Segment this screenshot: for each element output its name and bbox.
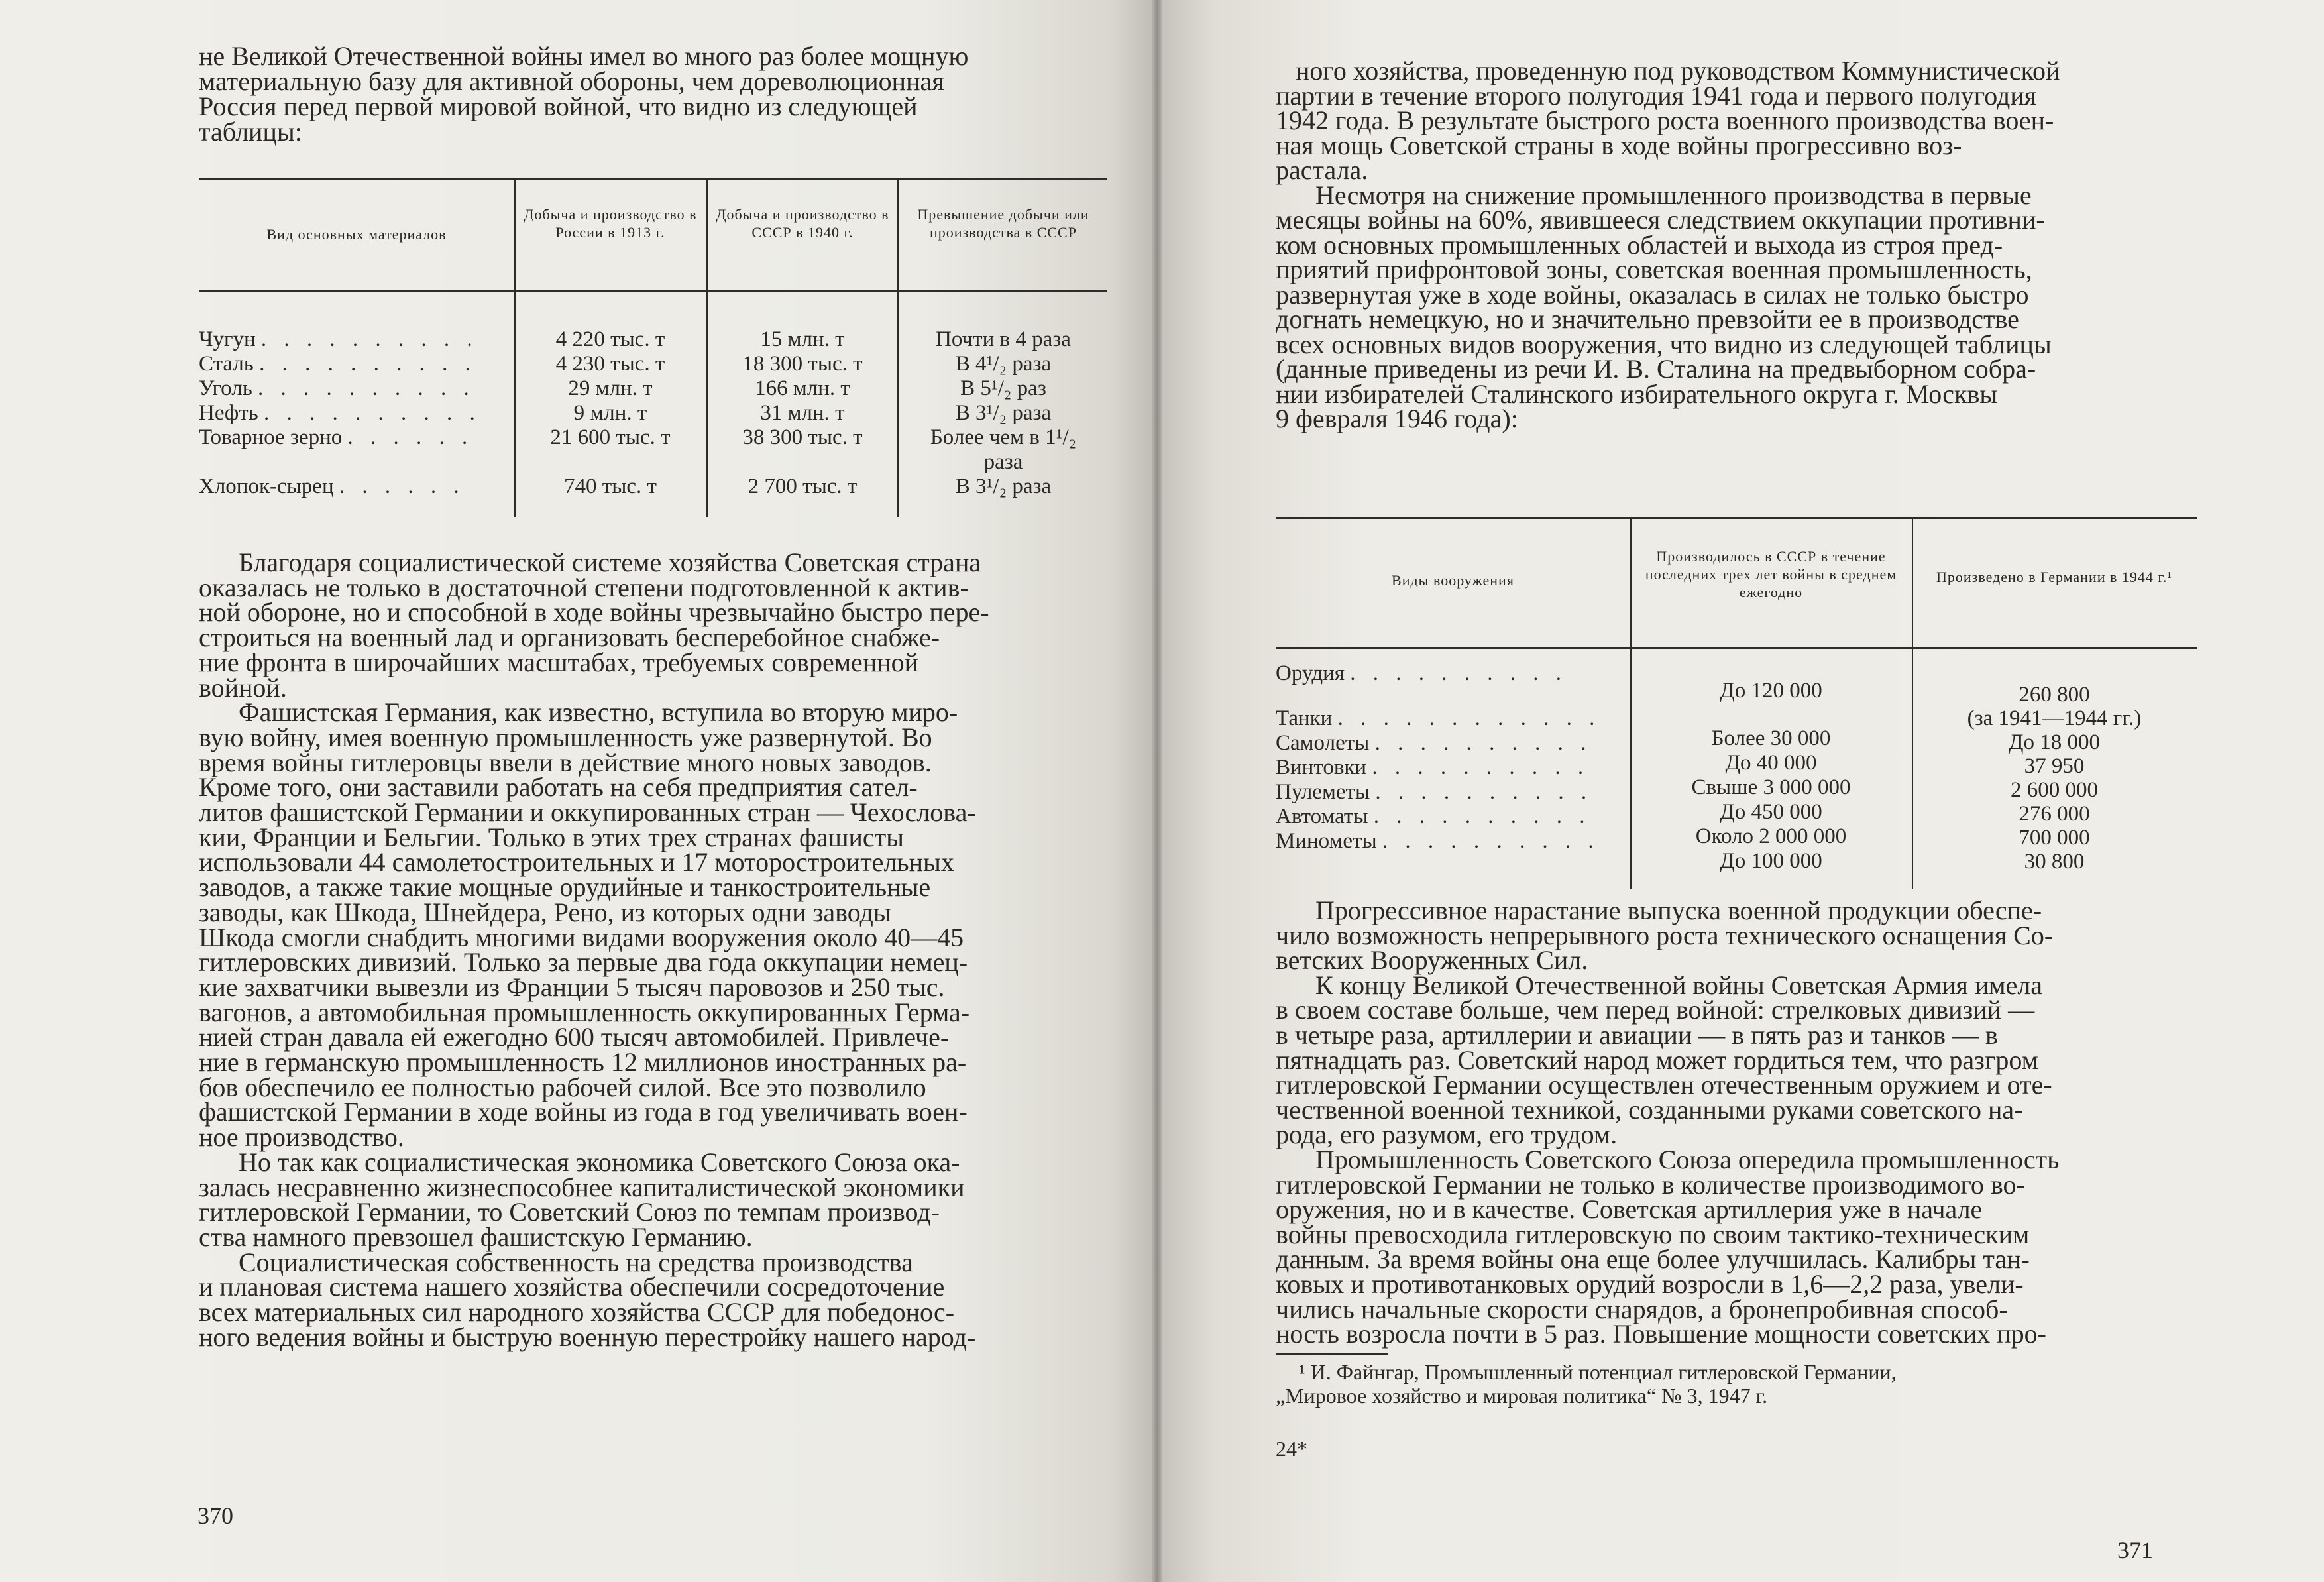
weapon-name: Минометы . . . . . . . . . . bbox=[1276, 829, 1600, 853]
table-column-divider bbox=[706, 179, 708, 517]
right-body-text bbox=[1276, 895, 2197, 1349]
ussr-value: До 450 000 bbox=[1720, 800, 1822, 824]
ussr-value: До 100 000 bbox=[1720, 849, 1822, 873]
text-line: (данные приведены из речи И. В. Сталина на предвыборном собра- bbox=[1276, 354, 2036, 384]
russia-value: 4 220 тыс. т bbox=[555, 327, 665, 351]
text-line: ного хозяйства, проведенную под руководством Коммунистической bbox=[1296, 56, 2060, 85]
text-line: Но так как социалистическая экономика Советского Союза ока- bbox=[239, 1147, 960, 1177]
weapon-name: Автоматы . . . . . . . . . . bbox=[1276, 805, 1591, 828]
text-line: ная мощь Советской страны в ходе войны прогрессивно воз- bbox=[1276, 130, 1962, 160]
text-line: гитлеровской Германии осуществлен отечественным оружием и оте- bbox=[1276, 1070, 2052, 1100]
leader-dots: . . . . . . . . . . bbox=[264, 401, 481, 425]
ussr-value: До 120 000 bbox=[1720, 679, 1822, 703]
weapon-name: Орудия . . . . . . . . . . bbox=[1276, 661, 1567, 685]
material-name: Чугун . . . . . . . . . . bbox=[199, 327, 478, 351]
text-line: Социалистическая собственность на средства производства bbox=[239, 1247, 913, 1277]
leader-dots: . . . . . . . . . . . . bbox=[1337, 706, 1601, 730]
text-line: нии избирателей Сталинского избирательного округа г. Москвы bbox=[1276, 378, 1998, 409]
signature-mark: 24* bbox=[1276, 1437, 1307, 1461]
text-line: время войны гитлеровцы ввели в действие много новых заводов. bbox=[199, 747, 932, 777]
text-line: не Великой Отечественной войны имел во много раз более мощную bbox=[199, 41, 969, 71]
text-line: ства намного превзошел фашистскую Германию. bbox=[199, 1221, 753, 1252]
text-line: материальную базу для активной обороны, чем дореволюционная bbox=[199, 66, 944, 96]
text-line: бов обеспечило ее полностью рабочей силой. Все это позволило bbox=[199, 1072, 926, 1102]
text-line: всех основных видов вооружения, что видно из следующей таблицы bbox=[1276, 329, 2052, 359]
ussr-value: Около 2 000 000 bbox=[1695, 824, 1847, 848]
leader-dots: . . . . . . . . . . bbox=[258, 376, 475, 400]
excess-value: Почти в 4 раза bbox=[936, 327, 1071, 351]
weapon-name: Пулеметы . . . . . . . . . . bbox=[1276, 780, 1593, 804]
table-column-divider bbox=[1630, 518, 1632, 889]
leader-dots: . . . . . . bbox=[347, 425, 474, 449]
text-line: чило возможность непрерывного роста технического оснащения Со- bbox=[1276, 920, 2054, 950]
text-line: гитлеровских дивизий. Только за первые два года оккупации немец- bbox=[199, 947, 968, 978]
text-line: догнать немецкую, но и значительно превзойти ее в производстве bbox=[1276, 304, 2019, 334]
text-line: нией стран давала ей ежегодно 600 тысяч автомобилей. Привлече- bbox=[199, 1022, 950, 1052]
text-line: ком основных промышленных областей и выхода из строя пред- bbox=[1276, 229, 2003, 260]
text-line: гитлеровской Германии не только в количестве производимого во- bbox=[1276, 1169, 2025, 1200]
text-line: растала. bbox=[1276, 155, 1368, 185]
leader-dots: . . . . . . bbox=[339, 475, 465, 498]
leader-dots: . . . . . . . . . . bbox=[1375, 780, 1593, 804]
ussr-value: 31 млн. т bbox=[760, 401, 845, 425]
text-line: рода, его разумом, его трудом. bbox=[1276, 1119, 1618, 1150]
text-line: гитлеровской Германии, то Советский Союз по темпам производ- bbox=[199, 1197, 940, 1227]
russia-value: 4 230 тыс. т bbox=[555, 352, 665, 376]
text-line: чились начальные скорости снарядов, а бронепробивная способ- bbox=[1276, 1294, 2008, 1324]
table-header-rule bbox=[1276, 647, 2197, 649]
ussr-value: 18 300 тыс. т bbox=[742, 352, 863, 376]
table-header-rule bbox=[199, 290, 1107, 292]
text-line: ние фронта в широчайших масштабах, требуемых современной bbox=[199, 647, 918, 677]
germany-value: 260 800 bbox=[2019, 683, 2090, 706]
text-line: в четыре раза, артиллерии и авиации — в пять раз и танков — в bbox=[1276, 1019, 1998, 1050]
text-line: чественной военной техникой, созданными руками советского на- bbox=[1276, 1094, 2023, 1125]
germany-value: 700 000 bbox=[2019, 826, 2090, 850]
russia-value: 21 600 тыс. т bbox=[550, 425, 671, 449]
weapon-name: Винтовки . . . . . . . . . . bbox=[1276, 756, 1590, 779]
text-line: фашистской Германии в ходе войны из года в год увеличивать воен- bbox=[199, 1097, 968, 1127]
text-line: ного ведения войны и быструю военную перестройку нашего народ- bbox=[199, 1322, 976, 1352]
footnote-line: ¹ И. Файнгар, Промышленный потенциал гитлеровской Германии, bbox=[1299, 1360, 1897, 1384]
table-top-rule bbox=[199, 178, 1107, 180]
text-line: Шкода смогли снабдить многими видами вооружения около 40—45 bbox=[199, 922, 964, 952]
book-spine bbox=[1152, 0, 1162, 1582]
leader-dots: . . . . . . . . . . bbox=[1350, 661, 1567, 685]
text-line: вагонов, а автомобильная промышленность оккупированных Герма- bbox=[199, 997, 970, 1027]
text-line: всех материальных сил народного хозяйства СССР для победонос- bbox=[199, 1297, 955, 1328]
text-line: партии в течение второго полугодия 1941 года и первого полугодия bbox=[1276, 80, 2037, 111]
text-line: пятнадцать раз. Советский народ может гордиться тем, что разгром bbox=[1276, 1045, 2038, 1075]
text-line: войной. bbox=[199, 672, 287, 703]
right-page-number: 371 bbox=[2117, 1537, 2153, 1563]
excess-value: В 3¹/₂ раза bbox=[955, 401, 1052, 425]
text-line: и плановая система нашего хозяйства обеспечили сосредоточение bbox=[199, 1272, 945, 1302]
table-header-ussr: Производилось в СССР в течение последних трех лет войны в среднем ежегодно bbox=[1645, 548, 1897, 600]
table-header-germany: Произведено в Германии в 1944 г.¹ bbox=[1936, 569, 2173, 585]
table-header-excess: Превышение добычи или производства в СССР bbox=[917, 206, 1089, 241]
text-line: кии, Франции и Бельгии. Только в этих трех странах фашисты bbox=[199, 822, 905, 852]
text-line: Прогрессивное нарастание выпуска военной продукции обеспе- bbox=[1315, 895, 2042, 925]
text-line: Фашистская Германия, как известно, вступила во вторую миро- bbox=[239, 697, 958, 728]
text-line: Кроме того, они заставили работать на себя предприятия сател- bbox=[199, 772, 918, 803]
left-page-number: 370 bbox=[197, 1502, 233, 1529]
germany-value: 37 950 bbox=[2024, 754, 2085, 778]
text-line: ние в германскую промышленность 12 миллионов иностранных ра- bbox=[199, 1047, 967, 1078]
text-line: К концу Великой Отечественной войны Советская Армия имела bbox=[1315, 970, 2043, 1000]
text-line: заводы, как Шкода, Шнейдера, Рено, из которых одни заводы bbox=[199, 897, 891, 927]
text-line: ветских Вооруженных Сил. bbox=[1276, 945, 1588, 976]
excess-value: В 5¹/₂ раз bbox=[960, 376, 1046, 400]
leader-dots: . . . . . . . . . . bbox=[260, 327, 478, 351]
left-body-text bbox=[199, 547, 1107, 1352]
ussr-value: 38 300 тыс. т bbox=[742, 425, 863, 449]
text-line: в своем составе больше, чем перед войной: стрелковых дивизий — bbox=[1276, 995, 2035, 1025]
material-name: Товарное зерно . . . . . . bbox=[199, 425, 474, 449]
text-line: ность возросла почти в 5 раз. Повышение мощности советских про- bbox=[1276, 1319, 2046, 1349]
russia-value: 740 тыс. т bbox=[564, 475, 657, 498]
table-column-divider bbox=[1912, 518, 1913, 889]
germany-value: 30 800 bbox=[2024, 850, 2085, 874]
footnote-line: „Мировое хозяйство и мировая политика“ № 3, 1947 г. bbox=[1276, 1384, 1768, 1408]
text-line: таблицы: bbox=[199, 117, 302, 146]
leader-dots: . . . . . . . . . . bbox=[1373, 805, 1591, 828]
left-intro-paragraph bbox=[199, 41, 1107, 146]
germany-value: 2 600 000 bbox=[2011, 778, 2098, 802]
ussr-value: 15 млн. т bbox=[760, 327, 845, 351]
table-top-rule bbox=[1276, 517, 2197, 519]
text-line: использовали 44 самолетостроительных и 17 моторостроительных bbox=[199, 847, 954, 877]
text-line: ное производство. bbox=[199, 1122, 404, 1153]
ussr-value: 2 700 тыс. т bbox=[747, 475, 858, 498]
germany-note: (за 1941—1944 гг.) bbox=[1967, 706, 2142, 730]
weapon-name: Самолеты . . . . . . . . . . bbox=[1276, 731, 1592, 755]
text-line: оружения, но и в качестве. Советская артиллерия уже в начале bbox=[1276, 1194, 1983, 1225]
footnote-rule bbox=[1276, 1353, 1388, 1355]
text-line: кие захватчики вывезли из Франции 5 тысяч паровозов и 250 тыс. bbox=[199, 972, 945, 1002]
table-header-weapon: Виды вооружения bbox=[1392, 572, 1514, 589]
weapon-name: Танки . . . . . . . . . . . . bbox=[1276, 706, 1601, 730]
russia-value: 9 млн. т bbox=[573, 401, 647, 425]
table-header-material: Вид основных материалов bbox=[266, 226, 447, 243]
text-line: приятий прифронтовой зоны, советская военная промышленность, bbox=[1276, 254, 2032, 284]
table-header-russia-1913: Добыча и производство в России в 1913 г. bbox=[524, 206, 697, 241]
material-name: Нефть . . . . . . . . . . bbox=[199, 401, 481, 425]
text-line: Благодаря социалистической системе хозяйства Советская страна bbox=[239, 547, 981, 577]
leader-dots: . . . . . . . . . . bbox=[1372, 756, 1590, 779]
text-line: Россия перед первой мировой войной, что видно из следующей bbox=[199, 91, 918, 121]
text-line: литов фашистской Германии и оккупированных стран — Чехослова- bbox=[199, 797, 976, 828]
leader-dots: . . . . . . . . . . bbox=[259, 352, 476, 376]
right-intro-text bbox=[1276, 58, 2197, 431]
russia-value: 29 млн. т bbox=[568, 376, 653, 400]
leader-dots: . . . . . . . . . . bbox=[1382, 829, 1600, 853]
text-line: развернутая уже в ходе войны, оказалась в силах не только быстро bbox=[1276, 279, 2029, 310]
ussr-value: До 40 000 bbox=[1725, 751, 1817, 775]
ussr-value: Свыше 3 000 000 bbox=[1691, 775, 1851, 799]
text-line: строиться на военный лад и организовать бесперебойное снабже- bbox=[199, 622, 940, 653]
text-line: вую войну, имея военную промышленность уже развернутой. Во bbox=[199, 722, 932, 752]
text-line: данным. За время войны она еще более улучшилась. Калибры тан- bbox=[1276, 1244, 2030, 1274]
excess-value: Более чем в 1¹/₂ раза bbox=[930, 425, 1077, 474]
material-name: Сталь . . . . . . . . . . bbox=[199, 352, 476, 376]
text-line: 1942 года. В результате быстрого роста военного производства воен- bbox=[1276, 105, 2054, 135]
excess-value: В 4¹/₂ раза bbox=[955, 352, 1052, 376]
text-line: войны превосходила гитлеровскую по своим тактико-техническим bbox=[1276, 1219, 2030, 1249]
text-line: 9 февраля 1946 года): bbox=[1276, 404, 1518, 433]
table-header-ussr-1940: Добыча и производство в СССР в 1940 г. bbox=[716, 206, 889, 241]
material-name: Уголь . . . . . . . . . . bbox=[199, 376, 475, 400]
table-column-divider bbox=[897, 179, 899, 517]
text-line: месяцы войны на 60%, явившееся следствием оккупации противни- bbox=[1276, 205, 2045, 235]
text-line: ковых и противотанковых орудий возросли в 1,6—2,2 раза, увели- bbox=[1276, 1269, 2024, 1299]
text-line: заводов, а также такие мощные орудийные и танкостроительные bbox=[199, 872, 931, 903]
text-line: залась несравненно жизнеспособнее капиталистической экономики bbox=[199, 1172, 965, 1202]
ussr-value: 166 млн. т bbox=[755, 376, 850, 400]
text-line: Несмотря на снижение промышленного производства в первые bbox=[1315, 180, 2032, 210]
text-line: ной обороне, но и способной в ходе войны чрезвычайно быстро пере- bbox=[199, 597, 989, 628]
table-column-divider bbox=[514, 179, 516, 517]
material-name: Хлопок-сырец . . . . . . bbox=[199, 475, 465, 498]
leader-dots: . . . . . . . . . . bbox=[1374, 731, 1592, 755]
germany-value: 276 000 bbox=[2019, 802, 2090, 826]
text-line: оказалась не только в достаточной степени подготовленной к актив- bbox=[199, 572, 969, 602]
text-line: Промышленность Советского Союза опередила промышленность bbox=[1315, 1144, 2060, 1174]
excess-value: В 3¹/₂ раза bbox=[955, 475, 1052, 498]
germany-value: До 18 000 bbox=[2008, 730, 2100, 754]
ussr-value: Более 30 000 bbox=[1711, 726, 1831, 750]
